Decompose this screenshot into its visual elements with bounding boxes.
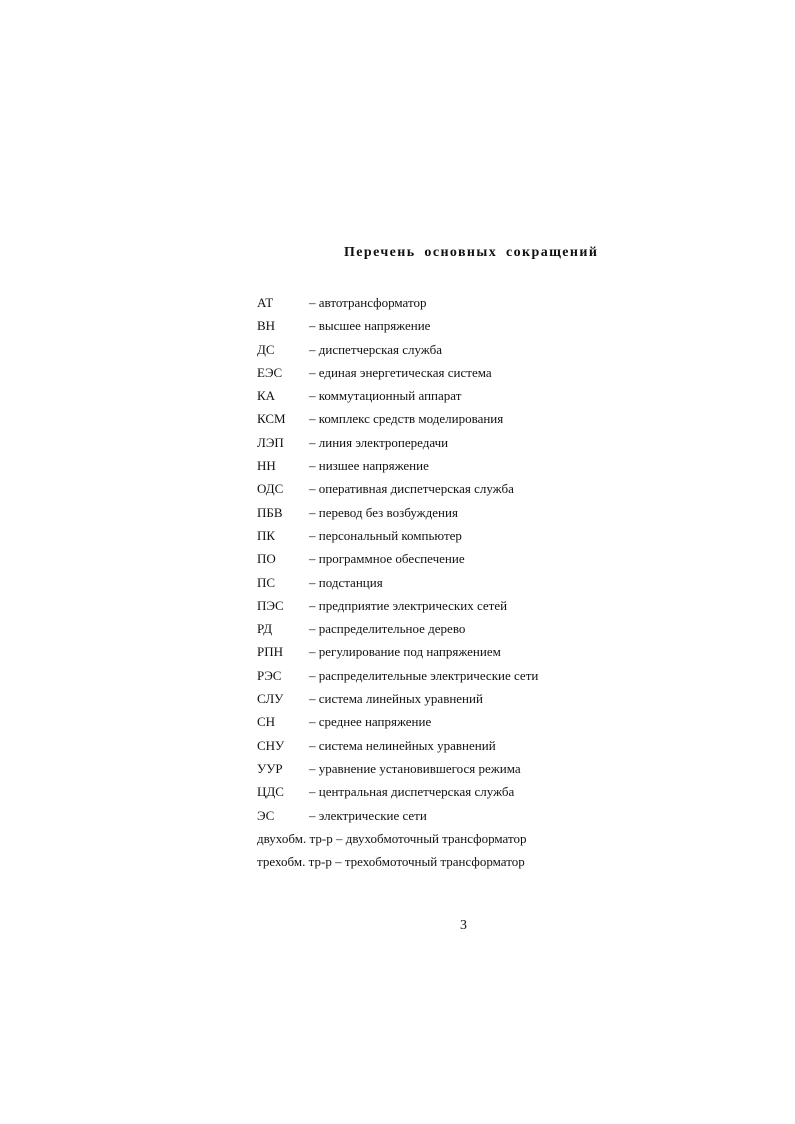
abbreviation-definition: – единая энергетическая система	[309, 364, 492, 380]
abbreviation-definition: – программное обеспечение	[309, 551, 465, 567]
abbreviation-term: РД	[257, 621, 273, 637]
abbreviation-term: ПЭС	[257, 597, 284, 613]
abbreviation-definition: – центральная диспетчерская служба	[309, 784, 515, 800]
abbreviation-term: КСМ	[257, 411, 286, 427]
abbreviation-list	[257, 294, 677, 876]
abbreviation-term: СНУ	[257, 737, 285, 753]
abbreviation-term: двухобм. тр-р	[257, 830, 333, 846]
list-item	[257, 434, 677, 457]
abbreviation-definition: – подстанция	[309, 574, 383, 590]
list-item	[257, 713, 677, 736]
abbreviation-term: трехобм. тр-р	[257, 854, 332, 870]
list-item	[257, 457, 677, 480]
abbreviation-term: ПС	[257, 574, 276, 590]
list-item	[257, 317, 677, 340]
list-item	[257, 783, 677, 806]
abbreviation-term: ВН	[257, 318, 276, 334]
abbreviation-definition: – низшее напряжение	[309, 458, 429, 474]
list-item	[257, 807, 677, 830]
list-item	[257, 504, 677, 527]
list-item	[257, 620, 677, 643]
abbreviation-definition: – диспетчерская служба	[309, 341, 442, 357]
abbreviation-definition: – среднее напряжение	[309, 714, 432, 730]
abbreviation-term: ОДС	[257, 481, 284, 497]
list-item	[257, 690, 677, 713]
abbreviation-definition: – распределительное дерево	[309, 621, 466, 637]
abbreviation-term: КА	[257, 388, 276, 404]
abbreviation-term: ЭС	[257, 807, 275, 823]
list-item	[257, 550, 677, 573]
abbreviation-term: ЛЭП	[257, 434, 284, 450]
abbreviation-term: ПО	[257, 551, 276, 567]
abbreviation-definition: – персональный компьютер	[309, 527, 462, 543]
abbreviation-definition: – трехобмоточный трансформатор	[335, 854, 525, 870]
page-title: Перечень основных сокращений	[344, 245, 599, 260]
abbreviation-term: РЭС	[257, 667, 282, 683]
list-item	[257, 597, 677, 620]
list-item	[257, 643, 677, 666]
abbreviation-definition: – система нелинейных уравнений	[309, 737, 496, 753]
abbreviation-definition: – оперативная диспетчерская служба	[309, 481, 514, 497]
list-item	[257, 410, 677, 433]
list-item	[257, 737, 677, 760]
list-item	[257, 667, 677, 690]
abbreviation-term: УУР	[257, 760, 283, 776]
abbreviation-definition: – линия электропередачи	[309, 434, 449, 450]
list-item	[257, 527, 677, 550]
abbreviation-term: СН	[257, 714, 276, 730]
abbreviation-term: ПК	[257, 527, 276, 543]
abbreviation-definition: – уравнение установившегося режима	[309, 760, 521, 776]
list-item	[257, 830, 677, 853]
abbreviation-term: ЦДС	[257, 784, 284, 800]
abbreviation-term: СЛУ	[257, 691, 284, 707]
abbreviation-definition: – регулирование под напряжением	[309, 644, 501, 660]
list-item	[257, 853, 677, 876]
abbreviation-term: НН	[257, 458, 276, 474]
abbreviation-term: РПН	[257, 644, 284, 660]
list-item	[257, 574, 677, 597]
list-item	[257, 480, 677, 503]
list-item	[257, 760, 677, 783]
abbreviation-term: ЕЭС	[257, 364, 283, 380]
abbreviation-definition: – высшее напряжение	[309, 318, 431, 334]
abbreviation-definition: – перевод без возбуждения	[309, 504, 458, 520]
abbreviation-term: ДС	[257, 341, 275, 357]
abbreviation-definition: – автотрансформатор	[309, 295, 427, 310]
list-item	[257, 364, 677, 387]
list-item	[257, 341, 677, 364]
abbreviation-definition: – система линейных уравнений	[309, 691, 483, 707]
abbreviation-definition: – комплекс средств моделирования	[309, 411, 504, 427]
abbreviation-definition: – распределительные электрические сети	[309, 667, 539, 683]
abbreviation-definition: – электрические сети	[309, 807, 427, 823]
abbreviation-definition: – предприятие электрических сетей	[309, 597, 508, 613]
abbreviation-term: ПБВ	[257, 504, 283, 520]
abbreviation-term: АТ	[257, 295, 274, 310]
page-number: 3	[460, 918, 467, 933]
abbreviation-definition: – двухобмоточный трансформатор	[335, 830, 527, 846]
list-item	[257, 294, 677, 317]
abbreviation-definition: – коммутационный аппарат	[309, 388, 462, 404]
list-item	[257, 387, 677, 410]
